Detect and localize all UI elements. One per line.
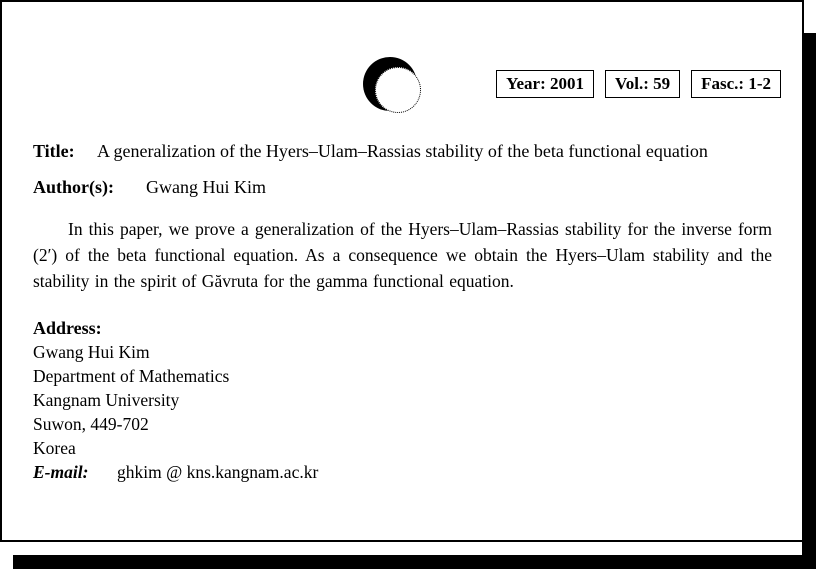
address-line-university: Kangnam University [33,390,180,410]
abstract-paragraph: In this paper, we prove a generalization of the Hyers–Ulam–Rassias stability for the inverse form (2′) of the beta functional equation. As a consequence we obtain the Hyers–Ulam stability and the stability in the spirit of Găvruta for the gamma functional equation. [33,219,772,291]
card-content [0,57,802,484]
address-line-city: Suwon, 449-702 [33,414,149,434]
authors-names: Gwang Hui Kim [146,177,266,197]
fascicle-badge: Fasc.: 1-2 [691,70,781,98]
email-address: ghkim @ kns.kangnam.ac.kr [117,462,319,482]
address-label: Address: [33,318,102,338]
year-badge: Year: 2001 [496,70,594,98]
journal-header [33,57,772,112]
address-block [33,316,772,484]
issue-badges [496,70,781,98]
crescent-moon-logo-icon [363,57,419,113]
email-label: E-mail: [33,462,89,482]
email-row [33,460,772,484]
title-row [33,138,772,164]
volume-badge: Vol.: 59 [605,70,680,98]
title-label: Title: [33,141,75,161]
address-line-country: Korea [33,438,76,458]
authors-label: Author(s): [33,177,114,197]
authors-row [33,174,772,200]
address-line-name: Gwang Hui Kim [33,342,150,362]
paper-title: A generalization of the Hyers–Ulam–Rassias stability of the beta functional equation [97,141,708,161]
logo-light-disc [375,67,421,113]
address-line-department: Department of Mathematics [33,366,230,386]
